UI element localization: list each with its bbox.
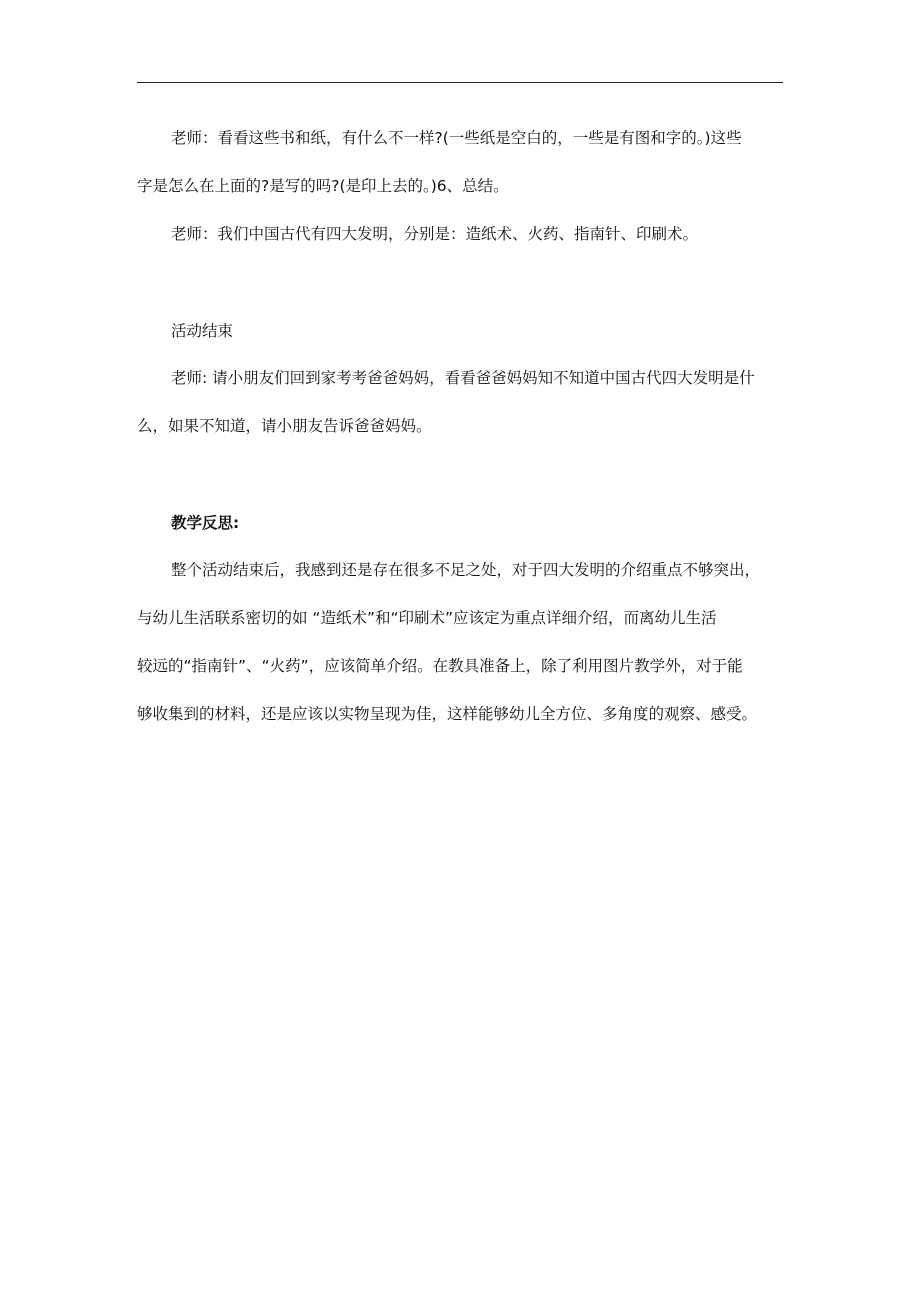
paragraph-line: 与幼儿生活联系密切的如 “造纸术”和“印刷术”应该定为重点详细介绍，而离幼儿生活	[137, 609, 717, 627]
paragraph-reflection	[137, 546, 791, 738]
activity-end-heading: 活动结束	[171, 322, 234, 340]
paragraph-line: 字是怎么在上面的?是写的吗?(是印上去的。)6、总结。	[137, 177, 509, 195]
paragraph-line: 较远的“指南针”、“火药”，应该简单介绍。在教具准备上，除了利用图片教学外，对于能	[137, 657, 743, 675]
paragraph-homework	[137, 354, 791, 450]
paragraph-line: 整个活动结束后，我感到还是存在很多不足之处，对于四大发明的介绍重点不够突出，	[171, 561, 761, 579]
header-divider	[137, 82, 783, 83]
paragraph-teacher-question	[137, 114, 791, 210]
paragraph-line: 老师：我们中国古代有四大发明，分别是：造纸术、火药、指南针、印刷术。	[171, 225, 699, 243]
paragraph-four-inventions	[137, 210, 791, 258]
paragraph-line: 老师：看看这些书和纸，有什么不一样?(一些纸是空白的，一些是有图和字的。)这些	[171, 129, 742, 147]
paragraph-line: 老师: 请小朋友们回到家考考爸爸妈妈，看看爸爸妈妈知不知道中国古代四大发明是什	[171, 369, 755, 387]
paragraph-line: 么，如果不知道，请小朋友告诉爸爸妈妈。	[137, 417, 432, 435]
paragraph-line: 够收集到的材料，还是应该以实物呈现为佳，这样能够幼儿全方位、多角度的观察、感受。	[137, 705, 758, 723]
reflection-heading: 教学反思:	[171, 514, 240, 532]
